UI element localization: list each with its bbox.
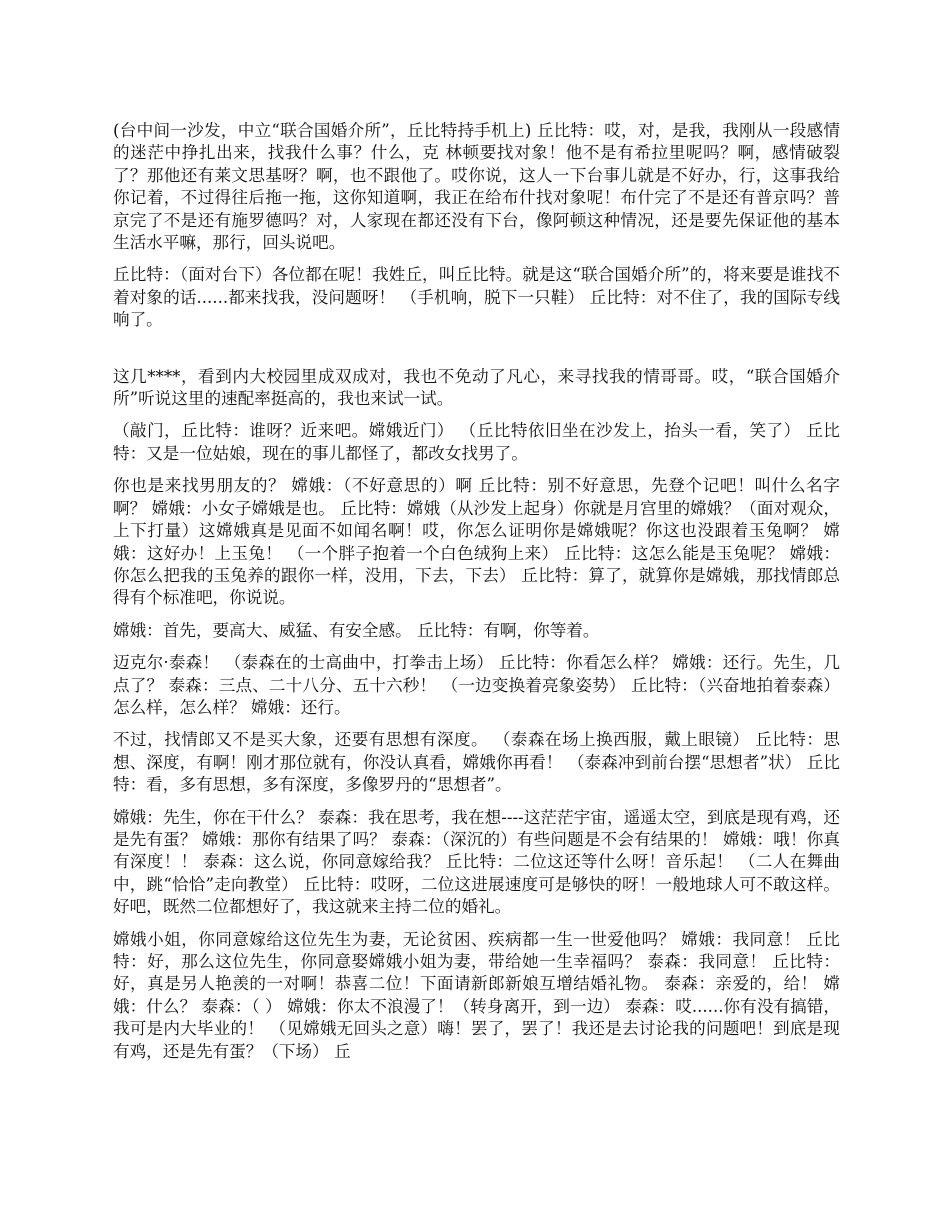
paragraph-knock-door: （敲门，丘比特：谁呀？近来吧。嫦娥近门） （丘比特依旧坐在沙发上，抬头一看，笑了） 丘比特：又是一位姑娘，现在的事儿都怪了，都改女找男了。 [113,421,840,463]
paragraph-chicken-or-egg: 嫦娥：先生，你在干什么？ 泰森：我在思考，我在想----这茫茫宇宙，遥遥太空，到底是现有鸡，还是先有蛋？ 嫦娥：那你有结果了吗？ 泰森：（深沉的）有些问题是不会有结果的！ 嫦娥：哦！你真有深度！！ 泰森：这么说，你同意嫁给我？ 丘比特：二位这还等什么呀！音乐起！ （二人在舞曲中，跳“恰恰”走向教堂） 丘比特：哎呀，二位这进展速度可是够快的呀！一般地球人可不敢这样。好吧，既然二位都想好了，我这就来主持二位的婚礼。 [113,807,840,917]
document-page [113,120,840,1073]
paragraph-wedding: 嫦娥小姐，你同意嫁给这位先生为妻，无论贫困、疾病都一生一世爱他吗？ 嫦娥：我同意！ 丘比特：好，那么这位先生，你同意娶嫦娥小姐为妻，带给她一生幸福吗？ 泰森：我同意！ 丘比特：好，真是另人艳羡的一对啊！恭喜二位！下面请新郎新娘互增结婚礼物。 泰森：亲爱的，给！ 嫦娥：什么？ 泰森：（ ） 嫦娥：你太不浪漫了！（转身离开，到一边） 泰森：哎......你有没有搞错，我可是内大毕业的！ （见嫦娥无回头之意）嗨！罢了，罢了！我还是去讨论我的问题吧！到底是现有鸡，还是先有蛋？（下场） 丘 [113,929,840,1061]
paragraph-change-arrival: 这几****，看到内大校园里成双成对，我也不免动了凡心，来寻找我的情哥哥。哎，“联合国婚介所”听说这里的速配率挺高的，我也来试一试。 [113,366,840,409]
paragraph-registration: 你也是来找男朋友的？ 嫦娥：（不好意思的）啊 丘比特：别不好意思，先登个记吧！叫什么名字啊？ 嫦娥：小女子嫦娥是也。 丘比特：嫦娥（从沙发上起身）你就是月宫里的嫦娥？（面对观众，上下打量）这嫦娥真是见面不如闻名啊！哎，你怎么证明你是嫦娥呢？你这也没跟着玉兔啊？ 嫦娥：这好办！上玉兔！ （一个胖子抱着一个白色绒狗上来） 丘比特：这怎么能是玉兔呢？ 嫦娥：你怎么把我的玉兔养的跟你一样，没用，下去，下去） 丘比特：算了，就算你是嫦娥，那找情郎总得有个标准吧，你说说。 [113,476,840,608]
paragraph-thinker: 不过，找情郎又不是买大象，还要有思想有深度。 （泰森在场上换西服，戴上眼镜） 丘比特：思想、深度，有啊！刚才那位就有，你没认真看，嫦娥你再看！ （泰森冲到前台摆“思想者”状） 丘比特：看，多有思想，多有深度，多像罗丹的“思想者”。 [113,730,840,795]
paragraph-tyson-enters: 迈克尔·泰森！ （泰森在的士高曲中，打拳击上场） 丘比特：你看怎么样？ 嫦娥：还行。先生，几点了？ 泰森：三点、二十八分、五十六秒！ （一边变换着亮象姿势） 丘比特：（兴奋地拍着泰森）怎么样，怎么样？ 嫦娥：还行。 [113,653,840,717]
paragraph-cupid-introduction: 丘比特：（面对台下）各位都在呢！我姓丘，叫丘比特。就是这“联合国婚介所”的，将来要是谁找不着对象的话......都来找我，没问题呀！ （手机响，脱下一只鞋） 丘比特：对不住了，我的国际专线响了。 [113,265,840,330]
paragraph-opening-phone-call: (台中间一沙发，中立“联合国婚介所”，丘比特持手机上) 丘比特：哎，对，是我，我刚从一段感情的迷茫中挣扎出来，找我什么事？什么，克 林顿要找对象！他不是有希拉里呢吗？啊，感情破裂了？那他还有莱文思基呀？啊，也不跟他了。哎你说，这人一下台事儿就是不好办，行，这事我给你记着，不过得往后拖一拖，这你知道啊，我正在给布什找对象呢！布什完了不是还有普京吗？普京完了不是还有施罗德吗？对，人家现在都还没有下台，像阿顿这种情况，还是要先保证他的基本生活水平嘛，那行，回头说吧。 [113,121,840,253]
paragraph-requirements: 嫦娥：首先，要高大、威猛、有安全感。 丘比特：有啊，你等着。 [113,620,600,640]
